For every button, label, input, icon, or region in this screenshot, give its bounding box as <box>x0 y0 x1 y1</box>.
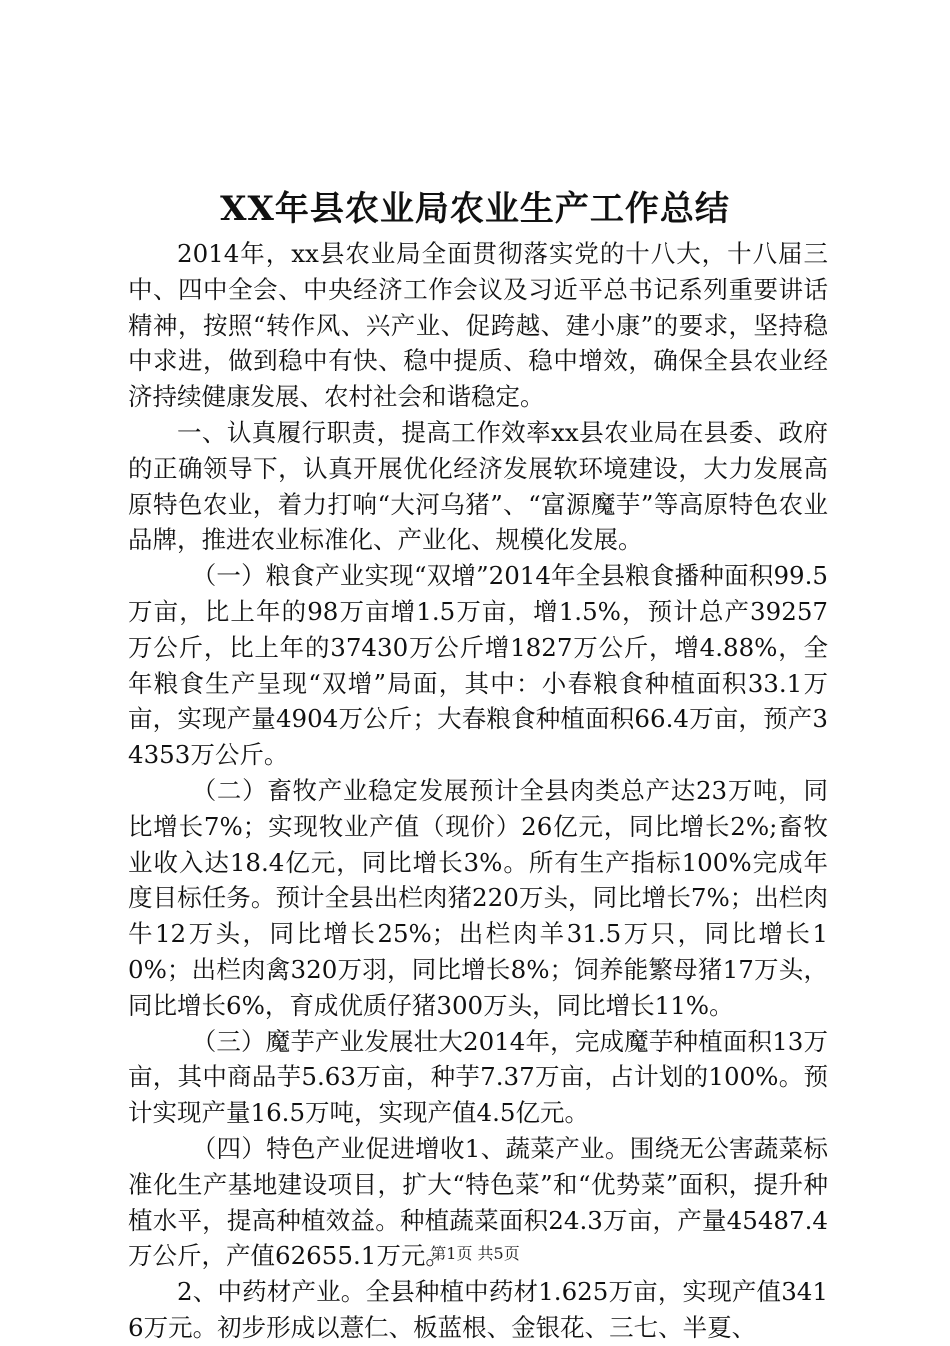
document-title: XX年县农业局农业生产工作总结 <box>220 189 730 229</box>
paragraph-section-1: 一、认真履行职责，提高工作效率xx县农业局在县委、政府的正确领导下，认真开展优化经济发展软环境建设，大力发展高原特色农业，着力打响“大河乌猪”、“富源魔芋”等高原特色农业品牌，推进农业标准化、产业化、规模化发展。 <box>128 417 828 555</box>
paragraph-herbs: 2、中药材产业。全县种植中药材1.625万亩，实现产值3416万元。初步形成以薏仁、板蓝根、金银花、三七、半夏、 <box>128 1277 828 1342</box>
page-footer: 第1页 共5页 <box>430 1244 520 1263</box>
paragraph-grain: （一）粮食产业实现“双增”2014年全县粮食播种面积99.5万亩，比上年的98万亩增1.5万亩，增1.5%，预计总产39257万公斤，比上年的37430万公斤增1827万公斤，增4.88%，全年粮食生产呈现“双增”局面，其中：小春粮食种植面积33.1万亩，实现产量4904万公斤；大春粮食种植面积66.4万亩，预产34353万公斤。 <box>128 561 828 770</box>
paragraph-intro: 2014年，xx县农业局全面贯彻落实党的十八大，十八届三中、四中全会、中央经济工作会议及习近平总书记系列重要讲话精神，按照“转作风、兴产业、促跨越、建小康”的要求，坚持稳中求进，做到稳中有快、稳中提质、稳中增效，确保全县农业经济持续健康发展、农村社会和谐稳定。 <box>128 239 828 412</box>
document-body <box>128 236 828 1346</box>
paragraph-konjac: （三）魔芋产业发展壮大2014年，完成魔芋种植面积13万亩，其中商品芋5.63万亩，种芋7.37万亩，占计划的100%。预计实现产量16.5万吨，实现产值4.5亿元。 <box>128 1026 828 1128</box>
paragraph-specialty: （四）特色产业促进增收1、蔬菜产业。围绕无公害蔬菜标准化生产基地建设项目，扩大“特色菜”和“优势菜”面积，提升种植水平，提高种植效益。种植蔬菜面积24.3万亩，产量45487.4万公斤，产值62655.1万元。 <box>128 1133 828 1271</box>
paragraph-livestock: （二）畜牧产业稳定发展预计全县肉类总产达23万吨，同比增长7%；实现牧业产值（现价）26亿元，同比增长2%;畜牧业收入达18.4亿元，同比增长3%。所有生产指标100%完成年度目标任务。预计全县出栏肉猪220万头，同比增长7%；出栏肉牛12万头，同比增长25%；出栏肉羊31.5万只，同比增长10%；出栏肉禽320万羽，同比增长8%；饲养能繁母猪17万头，同比增长6%，育成优质仔猪300万头，同比增长11%。 <box>128 775 828 1020</box>
